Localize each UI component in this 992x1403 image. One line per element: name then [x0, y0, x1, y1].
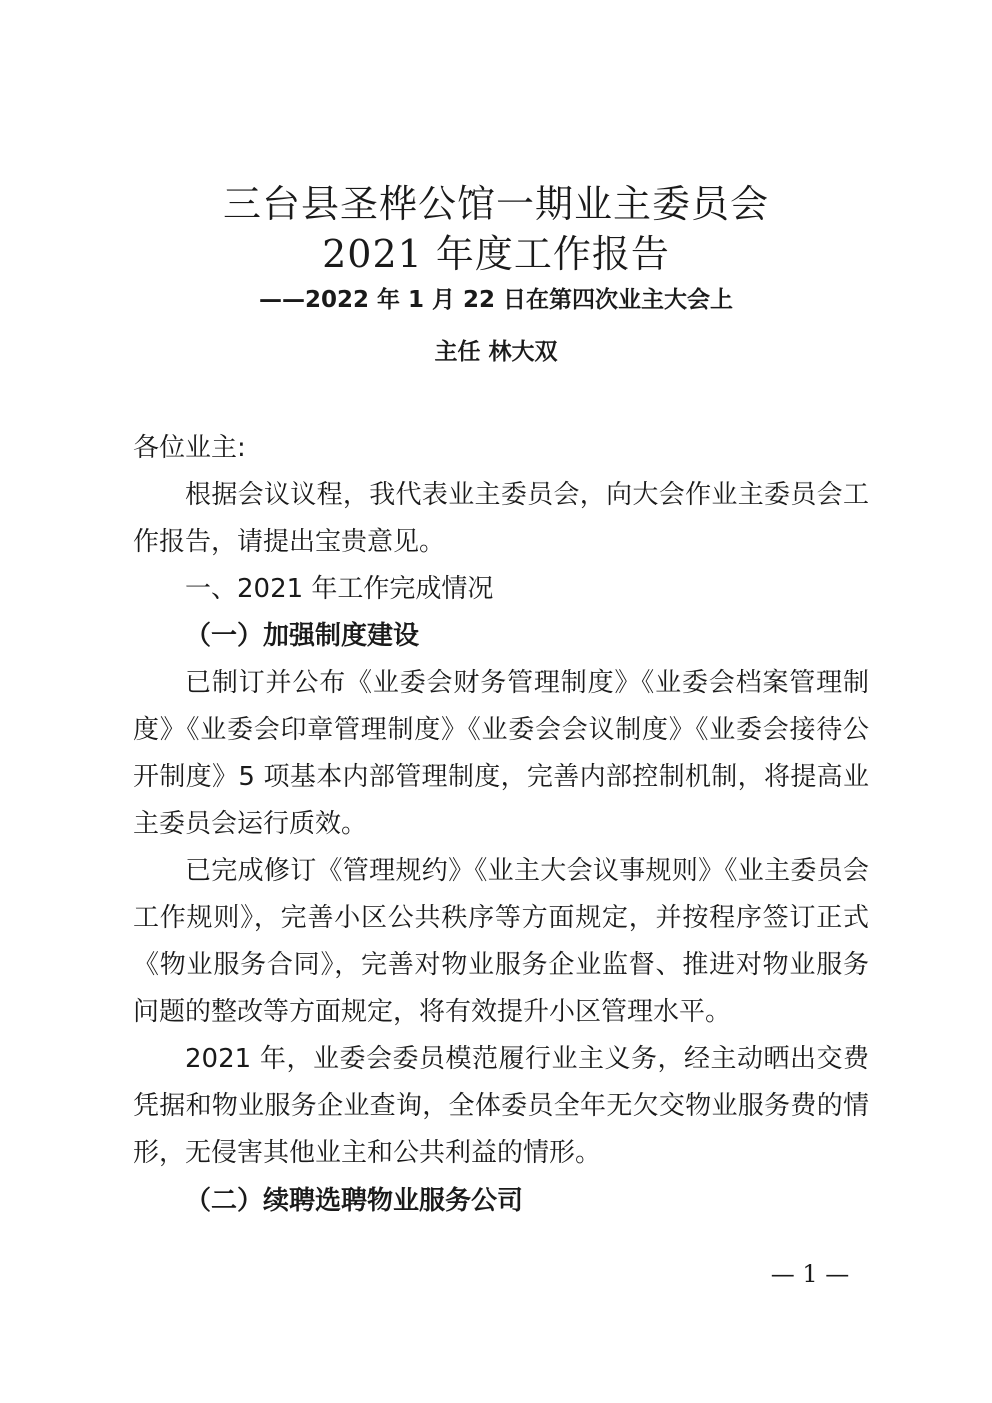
subsection-heading-2: （二）续聘选聘物业服务公司 — [185, 1186, 524, 1216]
section-heading-1: 一、2021 年工作完成情况 — [185, 574, 494, 604]
salutation: 各位业主: — [133, 433, 246, 463]
paragraph-intro: 根据会议议程，我代表业主委员会，向大会作业主委员会工作报告，请提出宝贵意见。 — [133, 480, 869, 557]
document-title-line2: 2021 年度工作报告 — [322, 232, 670, 276]
paragraph-regulations: 已制订并公布《业委会财务管理制度》《业委会档案管理制度》《业委会印章管理制度》《业委会会议制度》《业委会接待公开制度》5 项基本内部管理制度，完善内部控制机制，将提高业主委员会运行质效。 — [133, 668, 869, 839]
document-subtitle-speaker: 主任 林大双 — [434, 339, 558, 365]
document-title-line1: 三台县圣桦公馆一期业主委员会 — [222, 182, 769, 226]
document-subtitle-occasion: ——2022 年 1 月 22 日在第四次业主大会上 — [258, 287, 734, 313]
paragraph-revisions: 已完成修订《管理规约》《业主大会议事规则》《业主委员会工作规则》，完善小区公共秩序等方面规定，并按程序签订正式《物业服务合同》，完善对物业服务企业监督、推进对物业服务问题的整改等方面规定，将有效提升小区管理水平。 — [133, 856, 869, 1027]
page-number: — 1 — — [770, 1260, 850, 1288]
paragraph-obligations: 2021 年，业委会委员模范履行业主义务，经主动晒出交费凭据和物业服务企业查询，全体委员全年无欠交物业服务费的情形，无侵害其他业主和公共利益的情形。 — [133, 1044, 869, 1168]
subsection-heading-1: （一）加强制度建设 — [185, 621, 420, 651]
